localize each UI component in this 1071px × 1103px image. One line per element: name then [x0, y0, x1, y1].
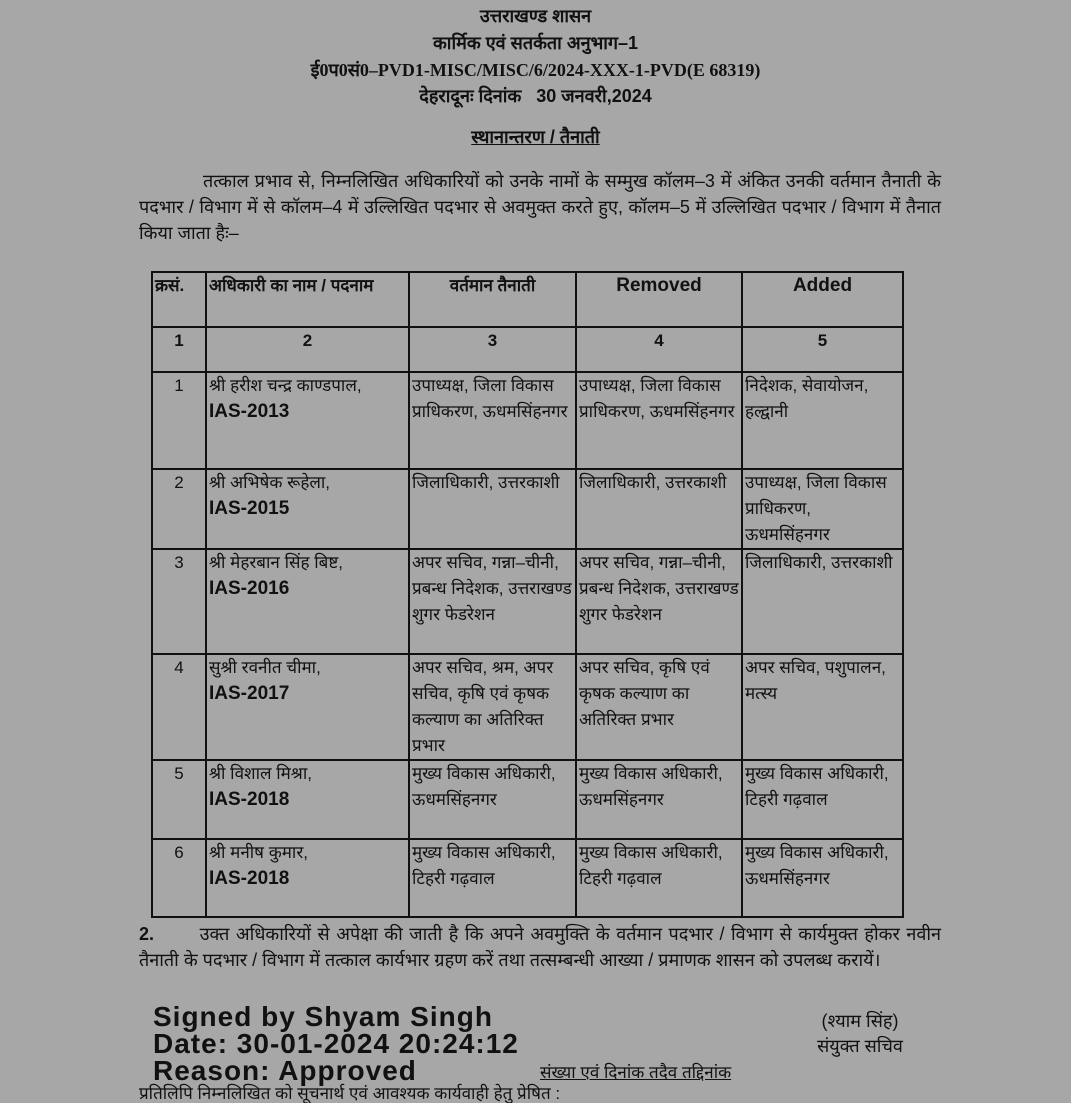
added-posting: उपाध्यक्ष, जिला विकास प्राधिकरण, ऊधमसिंहनगर	[742, 469, 903, 549]
officer-cell	[206, 469, 409, 549]
added-posting: मुख्य विकास अधिकारी, ऊधमसिंहनगर	[742, 839, 903, 917]
col-num: 5	[742, 327, 903, 372]
row-sn: 3	[152, 549, 206, 654]
officer-batch: IAS-2017	[209, 683, 290, 704]
removed-posting: जिलाधिकारी, उत्तरकाशी	[576, 469, 742, 549]
footer-line-2: प्रतिलिपि निम्नलिखित को सूचनार्थ एवं आवश्यक कार्यवाही हेतु प्रेषित :	[139, 1084, 561, 1103]
col-num: 3	[409, 327, 576, 372]
officer-name: श्री अभिषेक रूहेला,	[209, 473, 330, 492]
current-posting: मुख्य विकास अधिकारी, ऊधमसिंहनगर	[409, 760, 576, 839]
column-number-row	[152, 327, 903, 372]
para-2-text: उक्त अधिकारियों से अपेक्षा की जाती है कि अपने अवमुक्ति के वर्तमान पदभार / विभाग से कार्यमुक्त होकर नवीन तैनाती के पदभार / विभाग में तत्काल कार्यभार ग्रहण करें तथा तत्सम्बन्धी आख्या / प्रमाणक शासन को उपलब्ध करायें।	[139, 924, 941, 970]
officer-name: श्री विशाल मिश्रा,	[209, 764, 312, 783]
col-num: 2	[206, 327, 409, 372]
officer-name: श्री मनीष कुमार,	[209, 843, 309, 862]
row-sn: 2	[152, 469, 206, 549]
removed-posting: मुख्य विकास अधिकारी, ऊधमसिंहनगर	[576, 760, 742, 839]
digital-signature-name: Signed by Shyam Singh	[153, 1001, 493, 1032]
current-posting: जिलाधिकारी, उत्तरकाशी	[409, 469, 576, 549]
table-row	[152, 839, 903, 917]
officer-batch: IAS-2018	[209, 789, 290, 810]
header-current: वर्तमान तैनाती	[409, 272, 576, 327]
footer-line-1: संख्या एवं दिनांक तदैव तद्दिनांक	[540, 1063, 732, 1082]
added-posting: जिलाधिकारी, उत्तरकाशी	[742, 549, 903, 654]
digital-signature-reason: Reason: Approved	[153, 1055, 417, 1086]
transfer-table	[151, 271, 904, 918]
added-posting: अपर सचिव, पशुपालन, मत्स्य	[742, 654, 903, 760]
added-posting: मुख्य विकास अधिकारी, टिहरी गढ़वाल	[742, 760, 903, 839]
current-posting: उपाध्यक्ष, जिला विकास प्राधिकरण, ऊधमसिंहनगर	[409, 372, 576, 469]
officer-cell	[206, 760, 409, 839]
signatory-designation: संयुक्त सचिव	[817, 1036, 903, 1056]
officer-cell	[206, 654, 409, 760]
col-num: 1	[152, 327, 206, 372]
header-removed: Removed	[576, 272, 742, 327]
row-sn: 6	[152, 839, 206, 917]
removed-posting: उपाध्यक्ष, जिला विकास प्राधिकरण, ऊधमसिंहनगर	[576, 372, 742, 469]
officer-name: श्री मेहरबान सिंह बिष्ट,	[209, 553, 343, 572]
row-sn: 5	[152, 760, 206, 839]
table-header-row	[152, 272, 903, 327]
removed-posting: मुख्य विकास अधिकारी, टिहरी गढ़वाल	[576, 839, 742, 917]
header-name: अधिकारी का नाम / पदनाम	[206, 272, 409, 327]
removed-posting: अपर सचिव, कृषि एवं कृषक कल्याण का अतिरिक्त प्रभार	[576, 654, 742, 760]
row-sn: 1	[152, 372, 206, 469]
para-number: 2.	[139, 924, 155, 944]
current-posting: मुख्य विकास अधिकारी, टिहरी गढ़वाल	[409, 839, 576, 917]
header-added: Added	[742, 272, 903, 327]
subject: स्थानान्तरण / तैनाती	[471, 127, 600, 147]
col-num: 4	[576, 327, 742, 372]
officer-batch: IAS-2013	[209, 401, 290, 422]
current-posting: अपर सचिव, गन्ना–चीनी, प्रबन्ध निदेशक, उत्तराखण्ड शुगर फेडरेशन	[409, 549, 576, 654]
reference-number: ई0प0सं0–PVD1-MISC/MISC/6/2024-XXX-1-PVD(E 68319)	[310, 60, 761, 80]
officer-batch: IAS-2018	[209, 868, 290, 889]
digital-signature-date: Date: 30-01-2024 20:24:12	[153, 1028, 519, 1059]
officer-batch: IAS-2016	[209, 578, 290, 599]
officer-cell	[206, 839, 409, 917]
officer-cell	[206, 549, 409, 654]
signatory-name: (श्याम सिंह)	[821, 1011, 899, 1031]
officer-name: सुश्री रवनीत चीमा,	[209, 658, 321, 677]
intro-paragraph: तत्काल प्रभाव से, निम्नलिखित अधिकारियों को उनके नामों के सम्मुख कॉलम–3 में अंकित उनकी वर्तमान तैनाती के पदभार / विभाग में से कॉलम–4 में उल्लिखित पदभार से अवमुक्त करते हुए, कॉलम–5 में उल्लिखित पदभार / विभाग में तैनात किया जाता हैः–	[139, 171, 941, 243]
table-row	[152, 549, 903, 654]
table-row	[152, 372, 903, 469]
current-posting: अपर सचिव, श्रम, अपर सचिव, कृषि एवं कृषक कल्याण का अतिरिक्त प्रभार	[409, 654, 576, 760]
table-row	[152, 654, 903, 760]
table-row	[152, 760, 903, 839]
place-date: देहरादूनः दिनांक 30 जनवरी,2024	[419, 86, 652, 106]
header-sn: क्रसं.	[152, 272, 206, 327]
paragraph-2	[139, 921, 941, 973]
officer-batch: IAS-2015	[209, 498, 290, 519]
officer-name: श्री हरीश चन्द्र काण्डपाल,	[209, 376, 362, 395]
department: कार्मिक एवं सतर्कता अनुभाग–1	[432, 33, 639, 53]
officer-cell	[206, 372, 409, 469]
table-row	[152, 469, 903, 549]
row-sn: 4	[152, 654, 206, 760]
removed-posting: अपर सचिव, गन्ना–चीनी, प्रबन्ध निदेशक, उत्तराखण्ड शुगर फेडरेशन	[576, 549, 742, 654]
added-posting: निदेशक, सेवायोजन, हल्द्वानी	[742, 372, 903, 469]
govt-name: उत्तराखण्ड शासन	[479, 6, 592, 26]
